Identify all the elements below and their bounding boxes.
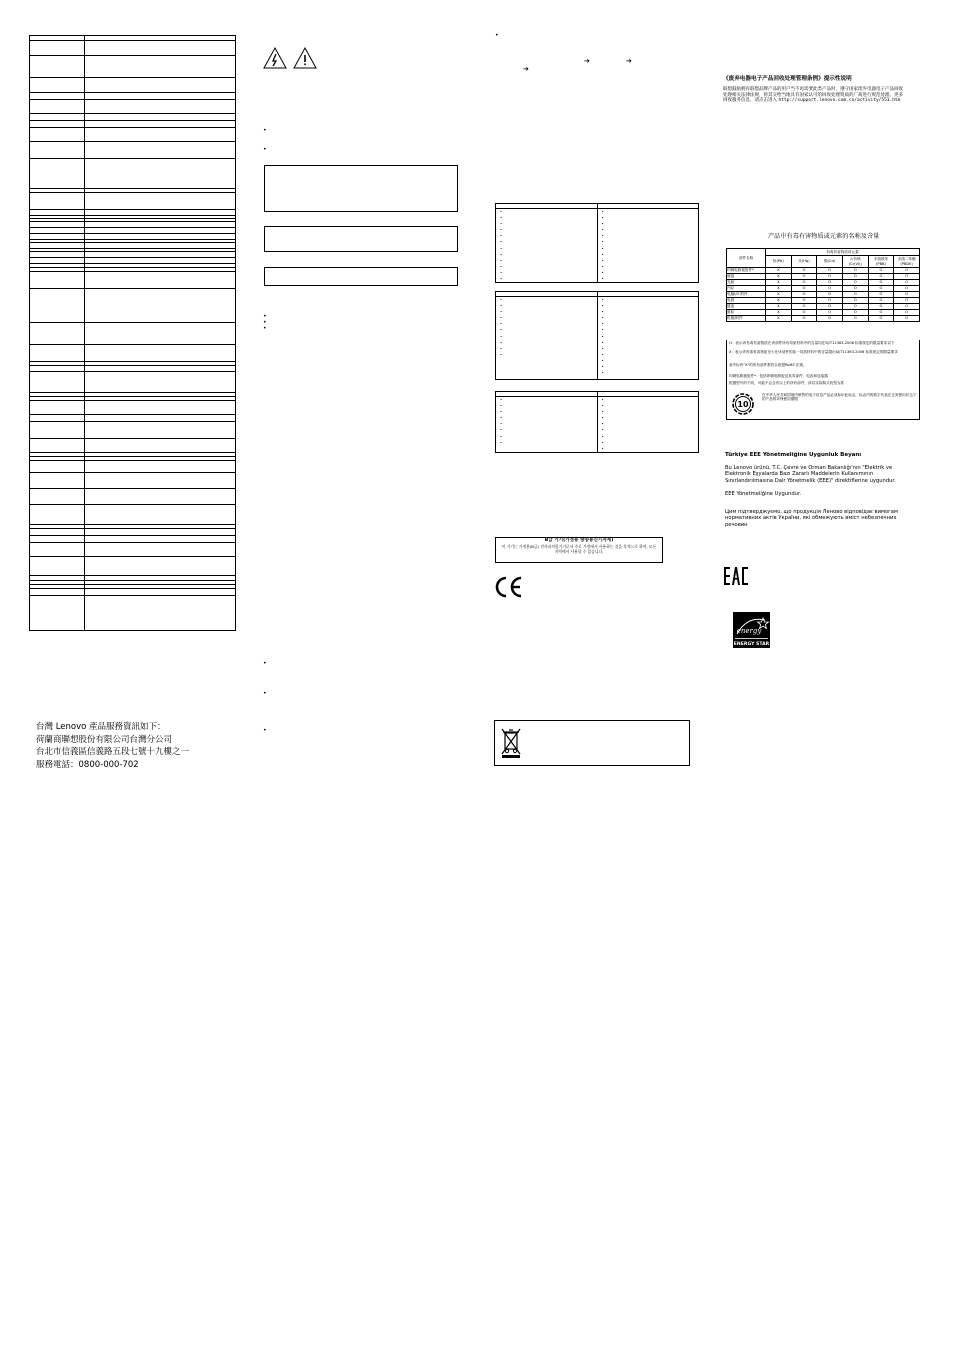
service-table-cell (30, 422, 85, 439)
hazard-value: O (791, 280, 817, 286)
bullet-icon: • (601, 297, 604, 302)
hazard-value: O (791, 304, 817, 310)
hazard-value: O (791, 274, 817, 280)
hazard-value: X (766, 268, 792, 274)
hazard-value: O (791, 268, 817, 274)
bullet-icon: • (500, 397, 503, 402)
hazard-value: O (894, 292, 920, 298)
bullet-icon: • (263, 313, 267, 320)
electric-shock-warning-icon (264, 48, 286, 68)
bullet-icon: • (500, 421, 503, 427)
bullet-icon: • (500, 269, 503, 275)
service-table-cell (30, 323, 85, 345)
bullet-icon: • (500, 227, 503, 233)
hazard-value: O (791, 292, 817, 298)
bullet-icon: • (601, 421, 604, 427)
hazard-value: O (842, 274, 868, 280)
bullet-icon: • (263, 660, 267, 667)
bullet-icon: • (601, 233, 604, 239)
bullet-icon: • (500, 339, 503, 345)
hazard-column-header: 多溴联苯 (PBB) (868, 256, 894, 268)
service-table-cell (30, 121, 85, 128)
service-table-cell (85, 289, 236, 323)
service-table-cell (30, 128, 85, 142)
service-table-row (30, 121, 236, 128)
service-table-cell (85, 415, 236, 422)
china-recycling-title: 《废弃电器电子产品回收处理管理条例》提示性说明 (723, 76, 852, 82)
service-table-cell (30, 461, 85, 473)
service-table (29, 35, 236, 631)
bullet-icon: • (500, 209, 503, 214)
service-table-cell (30, 505, 85, 525)
weee-bin-icon (500, 727, 522, 763)
bullet-icon: • (601, 415, 604, 421)
service-table-row (30, 100, 236, 114)
service-table-cell (30, 114, 85, 121)
arrow-right-icon: ➔ (584, 57, 590, 65)
hazard-part: 电源 (727, 298, 766, 304)
service-table-row (30, 114, 236, 121)
bullet-icon: • (263, 727, 267, 734)
bullet-icon: • (500, 245, 503, 251)
hazard-note: 表中标有"X"的所有部件都符合欧盟RoHS 法规。 (729, 363, 807, 367)
service-table-row (30, 473, 236, 489)
hazard-column-header: 六价铬 (Cr(VI)) (842, 256, 868, 268)
service-table-cell (85, 372, 236, 393)
service-table-cell (85, 489, 236, 505)
service-table-row (30, 128, 236, 142)
service-table-cell (30, 41, 85, 56)
hazard-value: O (868, 316, 894, 322)
bullet-icon: • (601, 315, 604, 321)
service-table-cell (30, 589, 85, 596)
taiwan-service-line: 荷蘭商聯想股份有限公司台灣分公司 (36, 734, 173, 745)
china-recycling-url[interactable]: http://support.lenovo.com.cn/activity/551.htm (778, 98, 901, 104)
hazard-note: 印刷电路板组件*：包括印刷电路板及其零部件、电容和连接器 (729, 374, 828, 378)
service-table-cell (85, 557, 236, 576)
bullet-icon: • (263, 690, 267, 697)
bullet-icon: • (500, 433, 503, 439)
bullet-icon: • (601, 364, 604, 370)
bullet-icon: • (500, 327, 503, 333)
bullet-icon: • (601, 397, 604, 402)
bullet-icon: • (500, 251, 503, 257)
epup-10-icon (731, 392, 755, 420)
korea-kc-notice (495, 537, 663, 563)
hazard-value: O (894, 274, 920, 280)
hazard-value: O (842, 292, 868, 298)
hazard-value: O (842, 304, 868, 310)
hazard-value: O (868, 292, 894, 298)
hazard-column-header: 镉(Cd) (817, 256, 843, 268)
service-table-row (30, 193, 236, 210)
service-table-cell (30, 473, 85, 489)
hazard-value: O (868, 280, 894, 286)
bullet-icon: • (495, 32, 499, 39)
bullet-icon: • (601, 321, 604, 327)
hazard-note: O：表示该有毒有害物质在该部件所有均质材料中的含量均在SJ/T11363-2006 标准规定的限量要求以下 (729, 341, 895, 345)
service-table-cell (85, 142, 236, 159)
bullet-icon: • (601, 215, 604, 221)
service-table-cell (30, 193, 85, 210)
bullet-icon: • (601, 221, 604, 227)
service-table-row (30, 489, 236, 505)
turkey-conform: EEE Yönetmeliğine Uygundur. (725, 491, 802, 497)
hazard-value: O (817, 280, 843, 286)
bullet-icon: • (500, 239, 503, 245)
service-table-row (30, 78, 236, 93)
warning-symbols (263, 46, 323, 74)
bullet-icon: • (500, 427, 503, 433)
hazard-part: 键盘 (727, 304, 766, 310)
bullet-icon: • (601, 370, 604, 376)
service-table-cell (30, 289, 85, 323)
bullet-icon: • (601, 239, 604, 245)
hazard-notes (726, 340, 920, 420)
hazard-value: O (817, 274, 843, 280)
service-table-cell (30, 415, 85, 422)
taiwan-service-line: 台北市信義區信義路五段七號十九樓之一 (36, 747, 190, 758)
service-table-cell (85, 422, 236, 439)
bullet-icon: • (500, 263, 503, 269)
hazard-part: 机箱/附件 (727, 316, 766, 322)
eac-mark-icon (724, 566, 748, 590)
service-table-cell (30, 372, 85, 393)
ce-mark-icon (494, 575, 524, 603)
hazard-value: O (868, 310, 894, 316)
bullet-icon: • (601, 357, 604, 363)
service-table-row (30, 557, 236, 576)
service-table-cell (30, 159, 85, 189)
service-table-row (30, 41, 236, 56)
hazard-value: O (842, 310, 868, 316)
service-table-cell (30, 529, 85, 536)
hazard-value: O (894, 286, 920, 292)
hazard-value: O (894, 316, 920, 322)
bullet-icon: • (601, 257, 604, 263)
substance-table (495, 203, 699, 283)
service-table-cell (85, 461, 236, 473)
bullet-icon: • (601, 327, 604, 333)
taiwan-service-info (36, 721, 189, 771)
bullet-icon: • (601, 333, 604, 339)
bullet-icon: • (601, 433, 604, 439)
service-table-row (30, 536, 236, 543)
bullet-icon: • (601, 263, 604, 269)
weee-box (494, 720, 690, 766)
bullet-icon: • (500, 315, 503, 321)
service-table-cell (85, 543, 236, 557)
bullet-icon: • (601, 445, 604, 451)
service-table-cell (30, 596, 85, 631)
hazard-value: X (766, 310, 792, 316)
service-table-cell (85, 529, 236, 536)
hazard-value: X (766, 316, 792, 322)
service-table-row (30, 159, 236, 189)
service-table-cell (85, 193, 236, 210)
service-table-row (30, 93, 236, 100)
hazard-value: X (766, 304, 792, 310)
service-table-cell (85, 401, 236, 415)
service-table-cell (85, 536, 236, 543)
service-table-cell (85, 596, 236, 631)
substance-table (495, 391, 699, 453)
hazard-value: O (791, 316, 817, 322)
hazard-part: 硬盘 (727, 274, 766, 280)
service-table-row (30, 439, 236, 453)
service-table-cell (85, 439, 236, 453)
energy-star-label: ENERGY STAR (733, 642, 770, 647)
hazard-value: O (791, 298, 817, 304)
service-table-row (30, 372, 236, 393)
hazard-value: O (791, 310, 817, 316)
service-table-row (30, 422, 236, 439)
hazard-note: 根据型号的不同，可能不会含有以上的所有部件，请以实际购买机型为准 (729, 381, 844, 385)
hazard-value: O (868, 268, 894, 274)
hazard-value: O (791, 286, 817, 292)
bullet-icon: • (601, 427, 604, 433)
taiwan-service-line: 台灣 Lenovo 產品服務資訊如下： (36, 722, 166, 732)
bullet-icon: • (500, 309, 503, 315)
service-table-cell (30, 489, 85, 505)
service-table-row (30, 505, 236, 525)
notice-box (264, 226, 458, 252)
bullet-icon: • (500, 257, 503, 263)
bullet-icon: • (601, 227, 604, 233)
service-table-cell (30, 142, 85, 159)
hazard-value: O (817, 298, 843, 304)
bullet-icon: • (500, 215, 503, 221)
caution-warning-icon (294, 48, 316, 68)
hazard-value: O (842, 316, 868, 322)
bullet-icon: • (500, 321, 503, 327)
service-table-cell (85, 323, 236, 345)
hazard-value: O (817, 286, 843, 292)
hazard-value: X (766, 274, 792, 280)
service-table-cell (85, 56, 236, 78)
hazard-value: X (766, 286, 792, 292)
epup-text: 在中华人民共和国境内销售的电子信息产品必须标识此标志，标志内的数字代表在正常使用状态下的产品的环保使用期限 (762, 393, 917, 402)
service-table-row (30, 543, 236, 557)
arrow-right-icon: ➔ (626, 57, 632, 65)
service-table-row (30, 529, 236, 536)
bullet-icon: • (263, 319, 267, 326)
service-table-cell (30, 543, 85, 557)
hazard-value: O (894, 310, 920, 316)
bullet-icon: • (500, 233, 503, 239)
hazard-value: O (842, 298, 868, 304)
bullet-icon: • (601, 345, 604, 351)
bullet-icon: • (601, 245, 604, 251)
china-recycling-body: 联想鼓励拥有联想品牌产品的用户当不再需要此类产品时，遵守国家废弃电器电子产品回收处理相关法律法规，将其交给当地具有国家认可的回收处理资质的厂商进行规范处理。更多回收服务信息，请点击进入 (723, 87, 903, 104)
hazard-value: O (894, 280, 920, 286)
hazard-row (727, 316, 920, 322)
service-table-cell (85, 473, 236, 489)
hazard-value: O (894, 298, 920, 304)
bullet-icon: • (263, 146, 267, 153)
hazard-part: 鼠标 (727, 310, 766, 316)
hazard-value: O (868, 304, 894, 310)
hazard-part: 电脑I/O 附件 (727, 292, 766, 298)
bullet-icon: • (500, 297, 503, 302)
service-table-row (30, 589, 236, 596)
substance-table (495, 291, 699, 380)
service-table-row (30, 415, 236, 422)
korea-notice-title: B급 기기(가정용 방송통신기자재) (544, 538, 614, 543)
hazard-value: X (766, 292, 792, 298)
bullet-icon: • (500, 403, 503, 409)
bullet-icon: • (500, 409, 503, 415)
service-table-row (30, 323, 236, 345)
hazard-value: O (894, 304, 920, 310)
service-table-row (30, 56, 236, 78)
hazard-group-header: 有毒有害物质或元素 (766, 249, 920, 256)
service-table-row (30, 142, 236, 159)
hazard-value: O (868, 274, 894, 280)
hazard-value: O (817, 268, 843, 274)
service-table-row (30, 289, 236, 323)
hazard-column-header: 汞(Hg) (791, 256, 817, 268)
bullet-icon: • (601, 439, 604, 445)
service-table-row (30, 272, 236, 289)
service-table-row (30, 596, 236, 631)
hazard-value: O (842, 280, 868, 286)
hazard-value: O (817, 292, 843, 298)
hazard-value: O (842, 286, 868, 292)
hazard-value: X (766, 298, 792, 304)
service-table-row (30, 401, 236, 415)
service-table-cell (30, 557, 85, 576)
hazard-part: 光驱 (727, 280, 766, 286)
bullet-icon: • (500, 439, 503, 445)
hazard-table (726, 248, 920, 322)
service-table-cell (85, 114, 236, 121)
hazard-value: O (868, 298, 894, 304)
bullet-icon: • (500, 345, 503, 351)
service-table-cell (85, 128, 236, 142)
service-table-cell (30, 100, 85, 114)
bullet-icon: • (601, 403, 604, 409)
bullet-icon: • (601, 351, 604, 357)
service-table-row (30, 345, 236, 362)
service-table-cell (30, 56, 85, 78)
hazard-column-header: 铅(Pb) (766, 256, 792, 268)
bullet-icon: • (601, 339, 604, 345)
turkey-title: Türkiye EEE Yönetmeliğine Uygunluk Beyanı (725, 452, 862, 458)
service-table-cell (30, 93, 85, 100)
service-table-cell (85, 159, 236, 189)
service-table-cell (30, 439, 85, 453)
bullet-icon: • (601, 209, 604, 214)
turkey-body: Bu Lenovo ürünü, T.C. Çevre ve Orman Bakanlığı'nın "Elektrik ve Elektronik Eşyalarda Bazı Zararlı Maddelerin Kullanımının Sınırlandırılmasına Dair Yönetmelik (EEE)" direktiflerine uygundur. (725, 465, 896, 484)
substance-table-body (496, 209, 699, 283)
service-table-cell (30, 78, 85, 93)
bullet-icon: • (263, 325, 267, 332)
service-table-cell (85, 345, 236, 362)
bullet-icon: • (500, 415, 503, 421)
hazard-value: O (868, 286, 894, 292)
bullet-icon: • (601, 303, 604, 309)
service-table-cell (30, 272, 85, 289)
hazard-value: O (842, 268, 868, 274)
service-table-cell (85, 505, 236, 525)
hazard-column-header: 多溴二苯醚 (PBDE) (894, 256, 920, 268)
bullet-icon: • (601, 409, 604, 415)
bullet-icon: • (601, 269, 604, 275)
hazard-value: O (817, 310, 843, 316)
hazard-value: O (817, 316, 843, 322)
hazard-value: X (766, 280, 792, 286)
service-table-row (30, 461, 236, 473)
bullet-icon: • (601, 309, 604, 315)
bullet-icon: • (500, 276, 503, 282)
epup-number: 10 (737, 400, 749, 409)
hazard-table-title: 产品中有毒有害物质或元素的名称及含量 (768, 233, 880, 240)
service-table-cell (30, 345, 85, 362)
bullet-icon: • (500, 303, 503, 309)
ukraine-body: Цим підтверджуємо, що продукція Леново відповідає вимогам нормативних актів України, які обмежують вміст небезпечних речовин (725, 509, 898, 528)
hazard-note: X：表示该有毒有害物质至少在该部件的某一均质材料中的含量超出SJ/T11363-2006 标准规定的限量要求 (729, 350, 898, 354)
china-recycling-text (723, 87, 903, 104)
notice-box (264, 165, 458, 212)
arrow-right-icon: ➔ (523, 65, 529, 73)
service-table-cell (85, 121, 236, 128)
service-table-cell (85, 272, 236, 289)
bullet-icon: • (500, 333, 503, 339)
bullet-icon: • (500, 221, 503, 227)
hazard-value: O (817, 304, 843, 310)
service-table-cell (85, 41, 236, 56)
service-table-cell (85, 589, 236, 596)
substance-table-body (496, 397, 699, 453)
bullet-icon: • (601, 276, 604, 282)
hazard-part: 印刷电路板组件* (727, 268, 766, 274)
service-table-cell (85, 93, 236, 100)
service-table-cell (85, 100, 236, 114)
bullet-icon: • (601, 251, 604, 257)
service-table-cell (30, 536, 85, 543)
service-table-cell (30, 401, 85, 415)
energy-star-logo (733, 612, 770, 648)
hazard-value: O (894, 268, 920, 274)
bullet-icon: • (263, 127, 267, 134)
hazard-part-header: 部件名称 (727, 249, 766, 268)
bullet-icon: • (500, 351, 503, 357)
substance-table-body (496, 297, 699, 380)
notice-box (264, 267, 458, 286)
energy-star-script: energy (736, 627, 762, 635)
service-table-cell (85, 78, 236, 93)
korea-notice-body: 이 기기는 가정용(B급) 전자파적합기기로서 주로 가정에서 사용하는 것을 목적으로 하며, 모든 지역에서 사용할 수 있습니다. (501, 544, 657, 554)
taiwan-service-line: 服務電話：0800-000-702 (36, 759, 139, 770)
hazard-part: 内存 (727, 286, 766, 292)
